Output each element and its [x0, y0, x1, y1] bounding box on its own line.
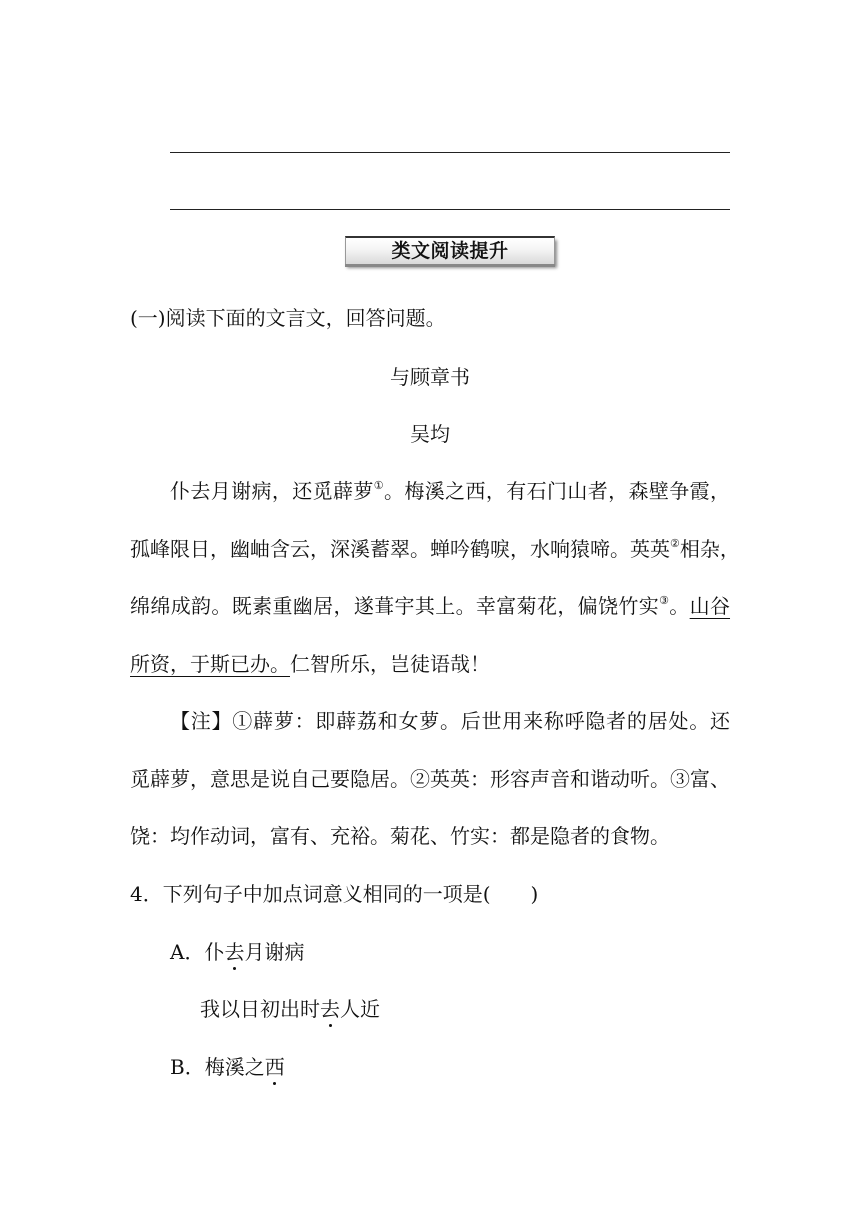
passage-line-4: [130, 650, 730, 678]
underlined-text: 山谷: [689, 594, 731, 618]
question-stem: 4．下列句子中加点词意义相同的一项是( ): [130, 882, 539, 906]
passage-text: 相杂，: [679, 537, 740, 561]
emphasized-word: 西: [264, 1055, 285, 1079]
notes-line-1: 【注】①薜萝：即薜荔和女萝。后世用来称呼隐者的居处。还: [170, 709, 730, 733]
footnote-marker: ③: [659, 594, 670, 607]
passage-text: 。梅溪之西，有石门山者，森壁争霞，: [384, 479, 730, 503]
passage-author: 吴均: [410, 422, 450, 446]
option-b: B．梅溪之西: [170, 1055, 285, 1079]
passage-line-2: [130, 535, 740, 563]
instruction: (一)阅读下面的文言文，回答问题。: [130, 306, 446, 330]
option-a: A．仆去月谢病: [170, 940, 305, 964]
passage-line-3: [130, 592, 730, 620]
answer-line-2: [170, 209, 730, 210]
emphasized-word: 去: [224, 940, 245, 964]
passage-line-1: [170, 477, 730, 505]
passage-text: 仁智所乐，岂徒语哉！: [290, 652, 490, 676]
emphasized-word: 去: [320, 997, 340, 1021]
section-banner: 类文阅读提升: [345, 236, 555, 264]
passage-text: 绵绵成韵。既素重幽居，遂葺宇其上。幸富菊花，偏饶竹实: [130, 594, 660, 618]
passage-text: 仆去月谢病，还觅薜萝: [170, 479, 374, 503]
underlined-text: 所资，于斯已办。: [130, 652, 290, 676]
passage-text: 孤峰限日，幽岫含云，深溪蓄翠。蝉吟鹤唳，水响猿啼。英英: [130, 537, 670, 561]
notes-line-3: 饶：均作动词，富有、充裕。菊花、竹实：都是隐者的食物。: [130, 824, 670, 848]
passage-title: 与顾章书: [390, 365, 470, 389]
notes-line-2: 觅薜萝，意思是说自己要隐居。②英英：形容声音和谐动听。③富、: [130, 767, 730, 791]
option-a-second-sentence: 我以日初出时去人近: [200, 997, 380, 1021]
footnote-marker: ②: [670, 537, 680, 550]
passage-text: 。: [669, 594, 690, 618]
answer-line-1: [170, 152, 730, 153]
footnote-marker: ①: [373, 479, 384, 492]
